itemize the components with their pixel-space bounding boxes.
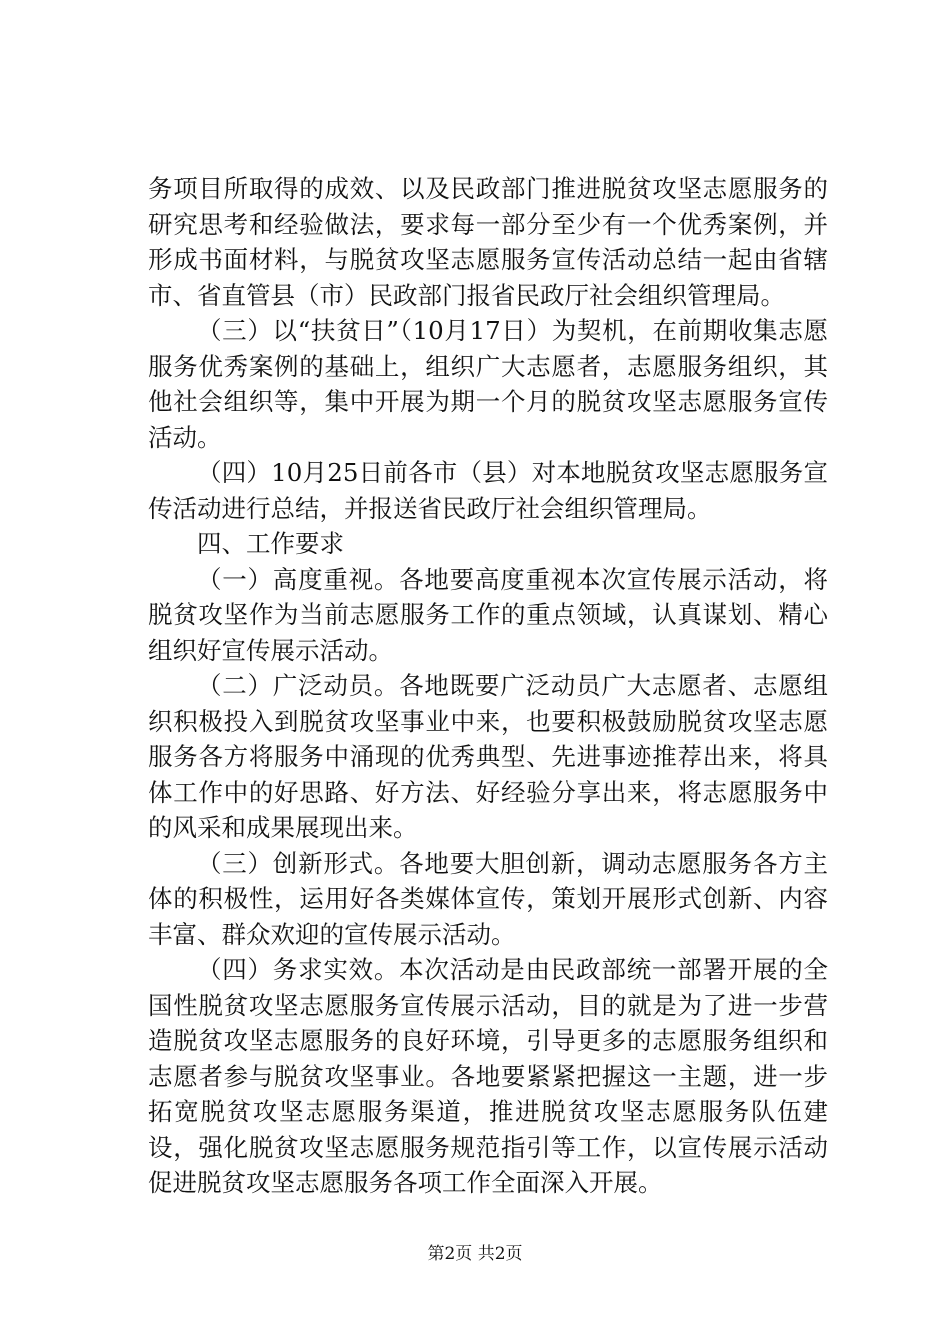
page-number-footer: 第2页 共2页 [427,1244,523,1264]
paragraph-requirement-3: （三）创新形式。各地要大胆创新，调动志愿服务各方主体的积极性，运用好各类媒体宣传，策划开展形式创新、内容丰富、群众欢迎的宣传展示活动。 [148,848,828,949]
section-heading-work-requirements: 四、工作要求 [197,529,344,558]
document-body [148,171,828,1201]
paragraph-requirement-1: （一）高度重视。各地要高度重视本次宣传展示活动，将脱贫攻坚作为当前志愿服务工作的重点领域，认真谋划、精心组织好宣传展示活动。 [148,564,828,665]
paragraph-item-4: （四）10月25日前各市（县）对本地脱贫攻坚志愿服务宣传活动进行总结，并报送省民政厅社会组织管理局。 [148,458,828,523]
paragraph-item-3: （三）以“扶贫日”（10月17日）为契机，在前期收集志愿服务优秀案例的基础上，组织广大志愿者，志愿服务组织，其他社会组织等，集中开展为期一个月的脱贫攻坚志愿服务宣传活动。 [148,316,828,452]
paragraph-requirement-4: （四）务求实效。本次活动是由民政部统一部署开展的全国性脱贫攻坚志愿服务宣传展示活动，目的就是为了进一步营造脱贫攻坚志愿服务的良好环境，引导更多的志愿服务组织和志愿者参与脱贫攻坚事业。各地要紧紧把握这一主题，进一步拓宽脱贫攻坚志愿服务渠道，推进脱贫攻坚志愿服务队伍建设，强化脱贫攻坚志愿服务规范指引等工作，以宣传展示活动促进脱贫攻坚志愿服务各项工作全面深入开展。 [148,955,828,1197]
paragraph-requirement-2: （二）广泛动员。各地既要广泛动员广大志愿者、志愿组织积极投入到脱贫攻坚事业中来，也要积极鼓励脱贫攻坚志愿服务各方将服务中涌现的优秀典型、先进事迹推荐出来，将具体工作中的好思路、好方法、好经验分享出来，将志愿服务中的风采和成果展现出来。 [148,671,828,842]
paragraph-continuation: 务项目所取得的成效、以及民政部门推进脱贫攻坚志愿服务的研究思考和经验做法，要求每一部分至少有一个优秀案例，并形成书面材料，与脱贫攻坚志愿服务宣传活动总结一起由省辖市、省直管县（市）民政部门报省民政厅社会组织管理局。 [148,174,828,310]
